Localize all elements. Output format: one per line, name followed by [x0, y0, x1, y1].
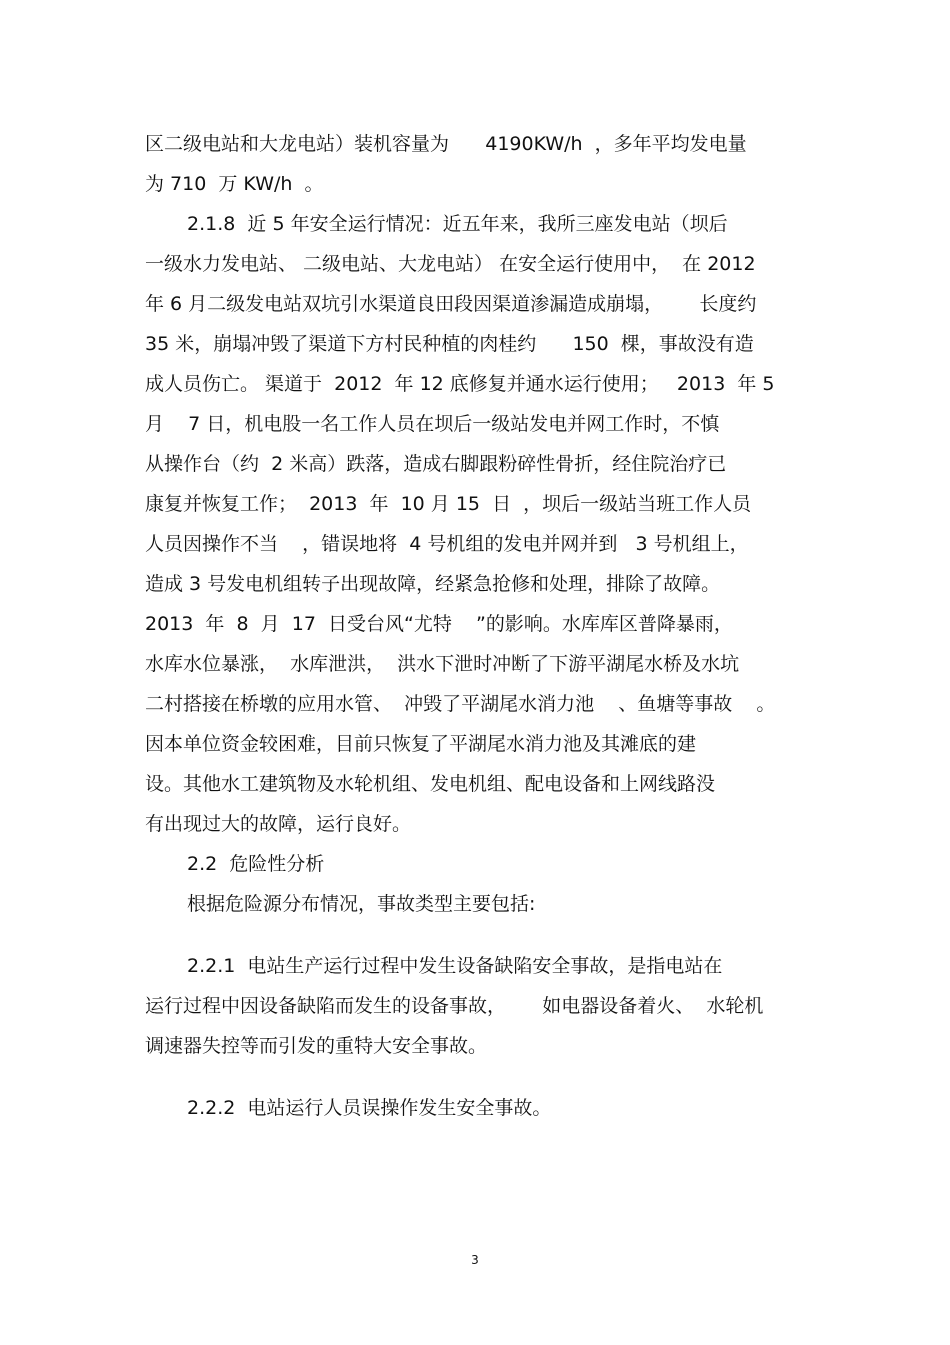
section-heading-2-2-2: 2.2.2 电站运行人员误操作发生安全事故。	[187, 1097, 552, 1119]
body-line: 造成 3 号发电机组转子出现故障，经紧急抢修和处理，排除了故障。	[145, 573, 721, 595]
body-line: 一级水力发电站、 二级电站、大龙电站） 在安全运行使用中， 在 2012	[145, 253, 756, 275]
body-line: 调速器失控等而引发的重特大安全事故。	[145, 1035, 488, 1057]
body-line: 区二级电站和大龙电站）装机容量为 4190KW/h ，多年平均发电量	[145, 133, 747, 155]
body-line: 水库水位暴涨， 水库泄洪， 洪水下泄时冲断了下游平湖尾水桥及水坑	[145, 653, 740, 675]
body-line: 月 7 日，机电股一名工作人员在坝后一级站发电并网工作时，不慎	[145, 413, 720, 435]
body-line: 年 6 月二级发电站双坑引水渠道良田段因渠道渗漏造成崩塌， 长度约	[145, 293, 757, 315]
body-line: 二村搭接在桥墩的应用水管、 冲毁了平湖尾水消力池 、鱼塘等事故 。	[145, 693, 776, 715]
body-line: 从操作台（约 2 米高）跌落，造成右脚跟粉碎性骨折，经住院治疗已	[145, 453, 727, 475]
page-number: 3	[471, 1253, 479, 1267]
body-line: 因本单位资金较困难，目前只恢复了平湖尾水消力池及其滩底的建	[145, 733, 697, 755]
section-heading-2-2: 2.2 危险性分析	[187, 853, 325, 875]
body-line: 设。其他水工建筑物及水轮机组、发电机组、配电设备和上网线路没	[145, 773, 716, 795]
body-line: 有出现过大的故障，运行良好。	[145, 813, 412, 835]
body-line: 运行过程中因设备缺陷而发生的设备事故， 如电器设备着火、 水轮机	[145, 995, 764, 1017]
body-line: 为 710 万 KW/h 。	[145, 173, 324, 195]
body-line: 35 米，崩塌冲毁了渠道下方村民种植的肉桂约 150 棵，事故没有造	[145, 333, 754, 355]
section-heading-2-2-1: 2.2.1 电站生产运行过程中发生设备缺陷安全事故，是指电站在	[187, 955, 723, 977]
section-heading-2-1-8: 2.1.8 近 5 年安全运行情况：近五年来，我所三座发电站（坝后	[187, 213, 728, 235]
body-line: 2013 年 8 月 17 日受台风“尤特 ”的影响。水库库区普降暴雨，	[145, 613, 733, 635]
body-line: 康复并恢复工作； 2013 年 10 月 15 日 ，坝后一级站当班工作人员	[145, 493, 752, 515]
body-line: 根据危险源分布情况，事故类型主要包括:	[187, 893, 536, 915]
body-line: 人员因操作不当 ，错误地将 4 号机组的发电并网并到 3 号机组上，	[145, 533, 749, 555]
body-line: 成人员伤亡。 渠道于 2012 年 12 底修复并通水运行使用； 2013 年 5	[145, 373, 775, 395]
